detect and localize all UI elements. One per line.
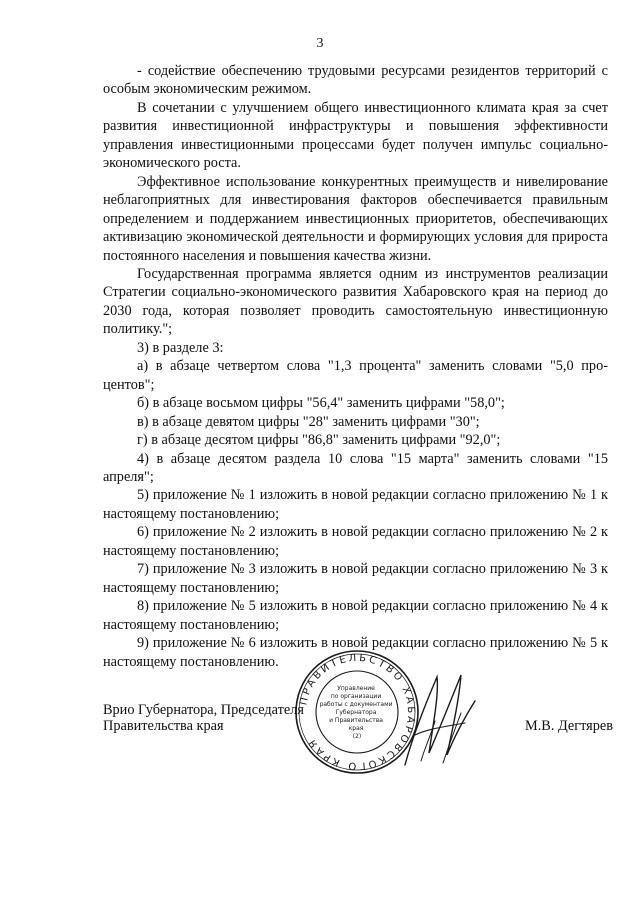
signatory-title-line: Врио Губернатора, Председателя xyxy=(103,702,304,718)
paragraph: - содействие обеспечению трудовыми ресурсами резидентов территорий с особым экономическим режимом. xyxy=(103,63,608,98)
paragraph: а) в абзаце четвертом слова "1,3 процента" заменить словами "5,0 процентов"; xyxy=(103,358,608,393)
paragraph: г) в абзаце десятом цифры "86,8" заменить цифрами "92,0"; xyxy=(137,432,501,449)
paragraph: 4) в абзаце десятом раздела 10 слова "15 марта" заменить словами "15 апреля"; xyxy=(103,450,608,485)
paragraph: Эффективное использование конкурентных преимуществ и нивелирование неблагоприятных для инвестирования факторов обеспечивается правильным определением и поддержанием инвестиционных приоритетов, обеспечивающих активизацию экономической деятельности и формирующих условия для прироста постоянного населения и повышения качества жизни. xyxy=(103,173,608,264)
paragraph: 9) приложение № 6 изложить в новой редакции согласно приложению № 5 к настоящему постановлению. xyxy=(103,635,608,670)
document-body xyxy=(103,62,608,671)
signatory-title xyxy=(103,702,304,734)
svg-text:Управление по организации: Управление по организации работы с документами Губернатора и Правительства края (2) xyxy=(319,685,393,740)
paragraph: 5) приложение № 1 изложить в новой редакции согласно приложению № 1 к настоящему постановлению; xyxy=(103,487,608,522)
paragraph: 7) приложение № 3 изложить в новой редакции согласно приложению № 3 к настоящему постановлению; xyxy=(103,561,608,596)
signature-block xyxy=(103,702,613,762)
paragraph: б) в абзаце восьмом цифры "56,4" заменить цифрами "58,0"; xyxy=(137,395,505,412)
paragraph: Государственная программа является одним из инструментов реализации Стратегии социально-экономического развития Хабаровского края на период до 2030 года, которая позволяет проводить самостоятельную инвестиционную политику."; xyxy=(103,265,608,338)
svg-text:ПРАВИТЕЛЬСТВО ХАБАРОВСКОГО КРА: ПРАВИТЕЛЬСТВО ХАБАРОВСКОГО КРАЯ xyxy=(298,652,417,772)
paragraph: в) в абзаце девятом цифры "28" заменить цифрами "30"; xyxy=(137,413,480,430)
signatory-title-line: Правительства края xyxy=(103,718,224,734)
paragraph: 6) приложение № 2 изложить в новой редакции согласно приложению № 2 к настоящему постановлению; xyxy=(103,524,608,559)
paragraph: 3) в разделе 3: xyxy=(137,339,224,356)
signatory-name: М.В. Дегтярев xyxy=(525,718,613,734)
paragraph: 8) приложение № 5 изложить в новой редакции согласно приложению № 4 к настоящему постановлению; xyxy=(103,598,608,633)
page-number: 3 xyxy=(316,36,324,51)
paragraph: В сочетании с улучшением общего инвестиционного климата края за счет развития инвестиционной инфраструктуры и повышения эффективности управления инвестиционными процессами будет получен импульс социально-экономического роста. xyxy=(103,99,608,172)
